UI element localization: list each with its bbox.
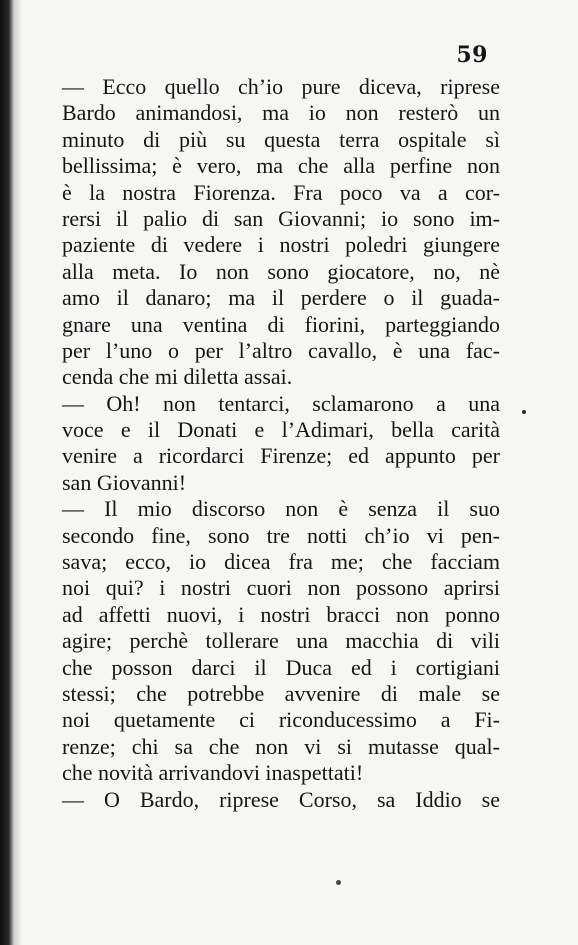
ink-speck — [336, 880, 341, 885]
text-line: che posson darci il Duca ed i cortigiani — [62, 654, 500, 680]
text-line: cenda che mi diletta assai. — [62, 364, 293, 390]
text-line: venire a ricordarci Firenze; ed appunto per — [62, 443, 500, 469]
text-line: minuto di più su questa terra ospitale sì — [62, 126, 500, 152]
text-line: Bardo animandosi, ma io non resterò un — [62, 100, 500, 126]
page-number: 59 — [456, 42, 488, 68]
text-line: noi quetamente ci riconducessimo a Fi- — [62, 707, 500, 733]
text-line: che novità arrivandovi inaspettati! — [62, 760, 364, 786]
text-line: è la nostra Fiorenza. Fra poco va a cor- — [62, 179, 500, 205]
text-line: secondo fine, sono tre notti ch’io vi pen- — [62, 522, 500, 548]
text-line: agire; perchè tollerare una macchia di vili — [62, 628, 500, 654]
book-spine-shadow — [0, 0, 22, 945]
text-line: gnare una ventina di fiorini, parteggiando — [62, 311, 500, 337]
text-line: noi qui? i nostri cuori non possono aprirsi — [62, 575, 500, 601]
text-line: — Ecco quello ch’io pure diceva, riprese — [62, 74, 500, 99]
text-line: alla meta. Io non sono giocatore, no, nè — [62, 258, 500, 284]
text-line: ad affetti nuovi, i nostri bracci non ponno — [62, 601, 500, 627]
text-line: rersi il palio di san Giovanni; io sono im- — [62, 205, 500, 231]
text-line: — Il mio discorso non è senza il suo — [62, 496, 500, 522]
text-line: stessi; che potrebbe avvenire di male se — [62, 680, 500, 706]
text-line: — O Bardo, riprese Corso, sa Iddio se — [62, 786, 500, 812]
text-line: amo il danaro; ma il perdere o il guada- — [62, 285, 500, 311]
text-line: per l’uno o per l’altro cavallo, è una fac- — [62, 337, 500, 363]
text-line: renze; chi sa che non vi si mutasse qual- — [62, 733, 500, 759]
ink-speck — [522, 410, 526, 414]
text-line: voce e il Donati e l’Adimari, bella carità — [62, 417, 500, 443]
text-line: bellissima; è vero, ma che alla perfine non — [62, 153, 500, 179]
body-text — [62, 74, 500, 813]
text-line: sava; ecco, io dicea fra me; che facciam — [62, 549, 500, 575]
text-line: paziente di vedere i nostri poledri giungere — [62, 232, 500, 258]
text-line: — Oh! non tentarci, sclamarono a una — [62, 390, 500, 416]
text-line: san Giovanni! — [62, 469, 187, 495]
